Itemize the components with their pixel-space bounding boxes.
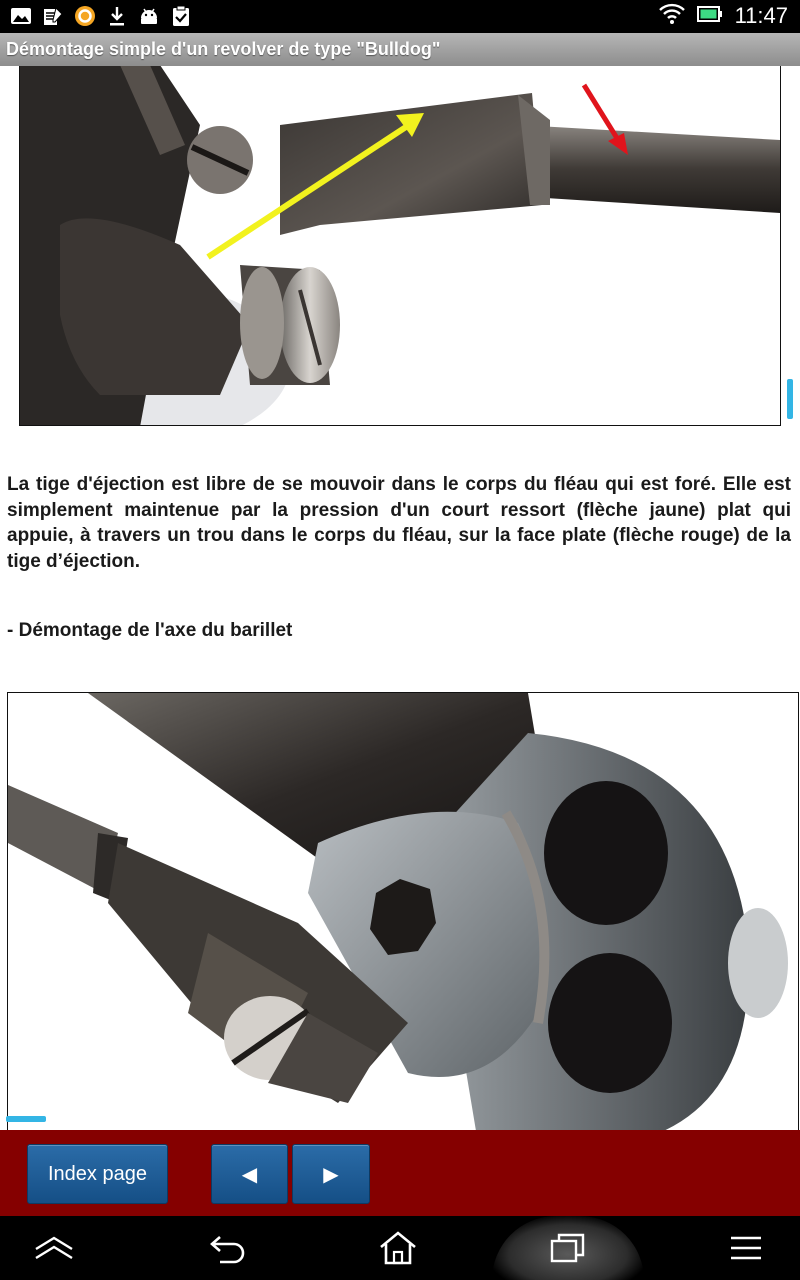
download-icon [106, 5, 128, 27]
clock: 11:47 [734, 3, 788, 28]
bottom-toolbar [0, 1130, 800, 1216]
app-title-bar [0, 33, 800, 66]
cylinder-axis-photo [7, 692, 799, 1130]
recent-apps-icon[interactable] [528, 1216, 608, 1280]
page-title: Démontage simple d'un revolver de type "Bulldog" [6, 39, 441, 59]
system-status [659, 4, 788, 28]
ejector-rod-photo [19, 66, 781, 426]
home-icon[interactable] [358, 1216, 438, 1280]
battery-icon [697, 5, 723, 28]
menu-icon[interactable] [706, 1216, 786, 1280]
section-heading: - Démontage de l'axe du barillet [7, 620, 293, 641]
article-content[interactable] [0, 66, 800, 1130]
status-bar [0, 0, 800, 33]
next-page-button[interactable] [292, 1144, 370, 1204]
index-page-button[interactable]: Index page [27, 1144, 168, 1204]
previous-page-button[interactable] [211, 1144, 288, 1204]
horizontal-scroll-indicator [6, 1116, 46, 1122]
notes-icon [42, 5, 64, 27]
clipboard-check-icon [170, 5, 192, 27]
notification-icons [10, 5, 192, 27]
navigation-bar [0, 1216, 800, 1280]
sync-app-icon [74, 5, 96, 27]
article-paragraph: La tige d'éjection est libre de se mouvoir dans le corps du fléau qui est foré. Elle est simplement maintenue par la pression d'un court ressort (flèche jaune) plat qui appuie, à travers un trou dans le corps du fléau, sur la face plate (flèche rouge) de la tige d’éjection. [7, 474, 791, 572]
image-icon [10, 5, 32, 27]
wifi-icon [659, 3, 685, 30]
collapse-up-icon[interactable] [14, 1216, 94, 1280]
android-icon [138, 5, 160, 27]
right-arrow-icon: ▶ [323, 1163, 339, 1186]
left-arrow-icon: ◀ [241, 1163, 258, 1186]
back-icon[interactable] [188, 1216, 268, 1280]
vertical-scroll-indicator [787, 379, 793, 419]
